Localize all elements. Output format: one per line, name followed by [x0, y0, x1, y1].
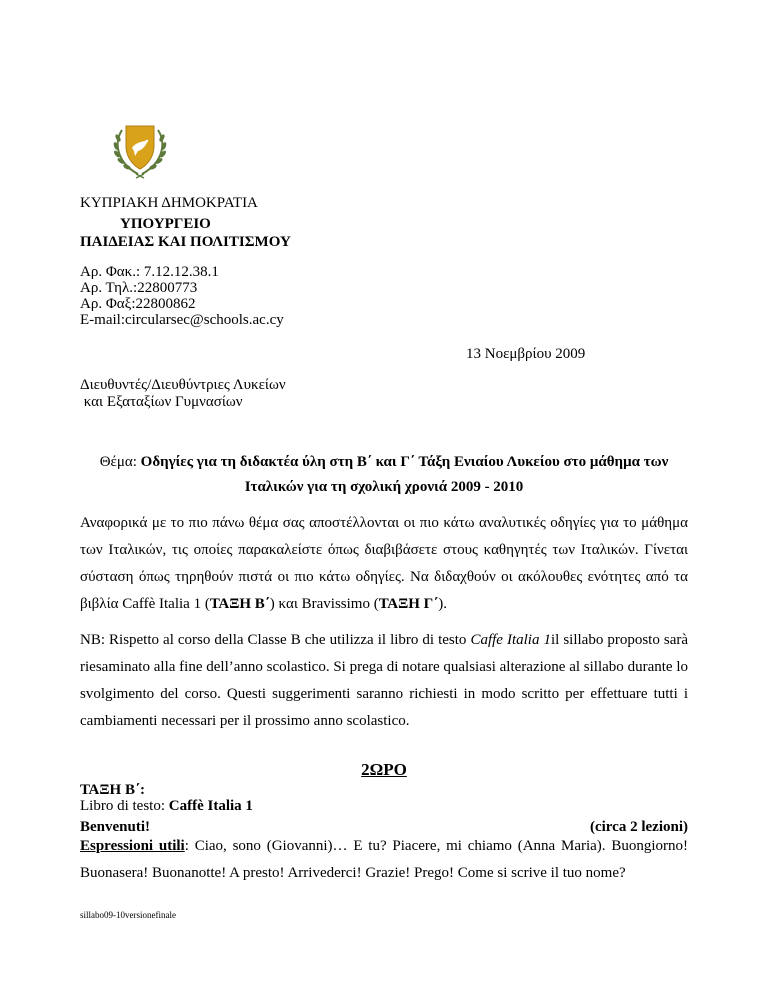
file-number: Αρ. Φακ.: 7.12.12.38.1 [80, 264, 219, 280]
unit-title: Benvenuti! [80, 819, 151, 835]
intro-text-2: ) και Bravissimo ( [269, 596, 379, 612]
subject-line-2: Ιταλικών για τη σχολική χρονιά 2009 - 2010 [244, 479, 524, 495]
nb-book-title: Caffe Italia 1 [470, 632, 551, 648]
recipients-line-2: και Εξαταξίων Γυμνασίων [80, 394, 243, 410]
nb-text-2: il sillabo proposto sarà riesaminato alla fine dell’anno scolastico. Si prega di notare qualsiasi alterazione al sillabo durante lo svolgimento del corso. Questi suggerimenti saranno richiesti in modo scritto per effettuare tutti i cambiamenti necessari per il prossimo anno scolastico. [80, 632, 689, 729]
fax: Αρ. Φαξ:22800862 [80, 296, 196, 312]
textbook-name: Caffè Italia 1 [168, 798, 253, 814]
textbook-label: Libro di testo: [80, 798, 169, 814]
unit-duration: (circa 2 lezioni) [589, 819, 688, 835]
expressions-label: Espressioni utili [80, 838, 185, 854]
telephone: Αρ. Τηλ.:22800773 [80, 280, 198, 296]
expressions-text: : Ciao, sono (Giovanni)… E tu? Piacere, mi chiamo (Anna Maria). Buongiorno! Buonasera! Buonanotte! A presto! Arrivederci! Grazie! Prego! Come si scrive il tuo nome? [80, 838, 689, 881]
footer-filename: sillabo09-10versionefinale [80, 910, 176, 920]
section-heading: 2ΩΡΟ [361, 760, 407, 779]
subject-title-1: Οδηγίες για τη διδακτέα ύλη στη Β΄ και Γ΄ Τάξη Ενιαίου Λυκείου στο μάθημα των [140, 454, 669, 470]
ministry-line-2: ΠΑΙΔΕΙΑΣ ΚΑΙ ΠΟΛΙΤΙΣΜΟΥ [80, 234, 291, 250]
intro-text-3: ). [438, 596, 447, 612]
nb-paragraph [80, 627, 688, 735]
useful-expressions [80, 833, 688, 887]
recipients-line-1: Διευθυντές/Διευθύντριες Λυκείων [80, 377, 286, 393]
intro-text-1: Αναφορικά με το πιο πάνω θέμα σας αποστέλλονται οι πιο κάτω αναλυτικές οδηγίες για το μάθημα των Ιταλικών, τις οποίες παρακαλείστε όπως διαβιβάσετε στους καθηγητές των Ιταλικών. Γίνεται σύσταση όπως τηρηθούν πιστά οι πιο κάτω οδηγίες. Να διδαχθούν οι ακόλουθες ενότητες από τα βιβλία Caffè Italia 1 ( [80, 515, 688, 612]
coat-of-arms-emblem [108, 118, 172, 182]
intro-class-b: ΤΑΞΗ Β΄ [209, 596, 270, 612]
ministry-line-1: ΥΠΟΥΡΓΕΙΟ [120, 216, 211, 232]
email-address: E-mail:circularsec@schools.ac.cy [80, 312, 284, 328]
intro-paragraph [80, 510, 688, 618]
nb-text-1: NB: Rispetto al corso della Classe B che utilizza il libro di testo [80, 632, 471, 648]
subject-label: Θέμα: [99, 454, 141, 470]
subject-line-1 [80, 453, 688, 472]
textbook-line [80, 797, 253, 816]
intro-class-c: ΤΑΞΗ Γ΄ [378, 596, 439, 612]
letter-date: 13 Νοεμβρίου 2009 [466, 346, 586, 362]
class-b-label: ΤΑΞΗ Β΄: [80, 782, 145, 798]
republic-name: ΚΥΠΡΙΑΚΗ ΔΗΜΟΚΡΑΤΙΑ [80, 195, 258, 211]
